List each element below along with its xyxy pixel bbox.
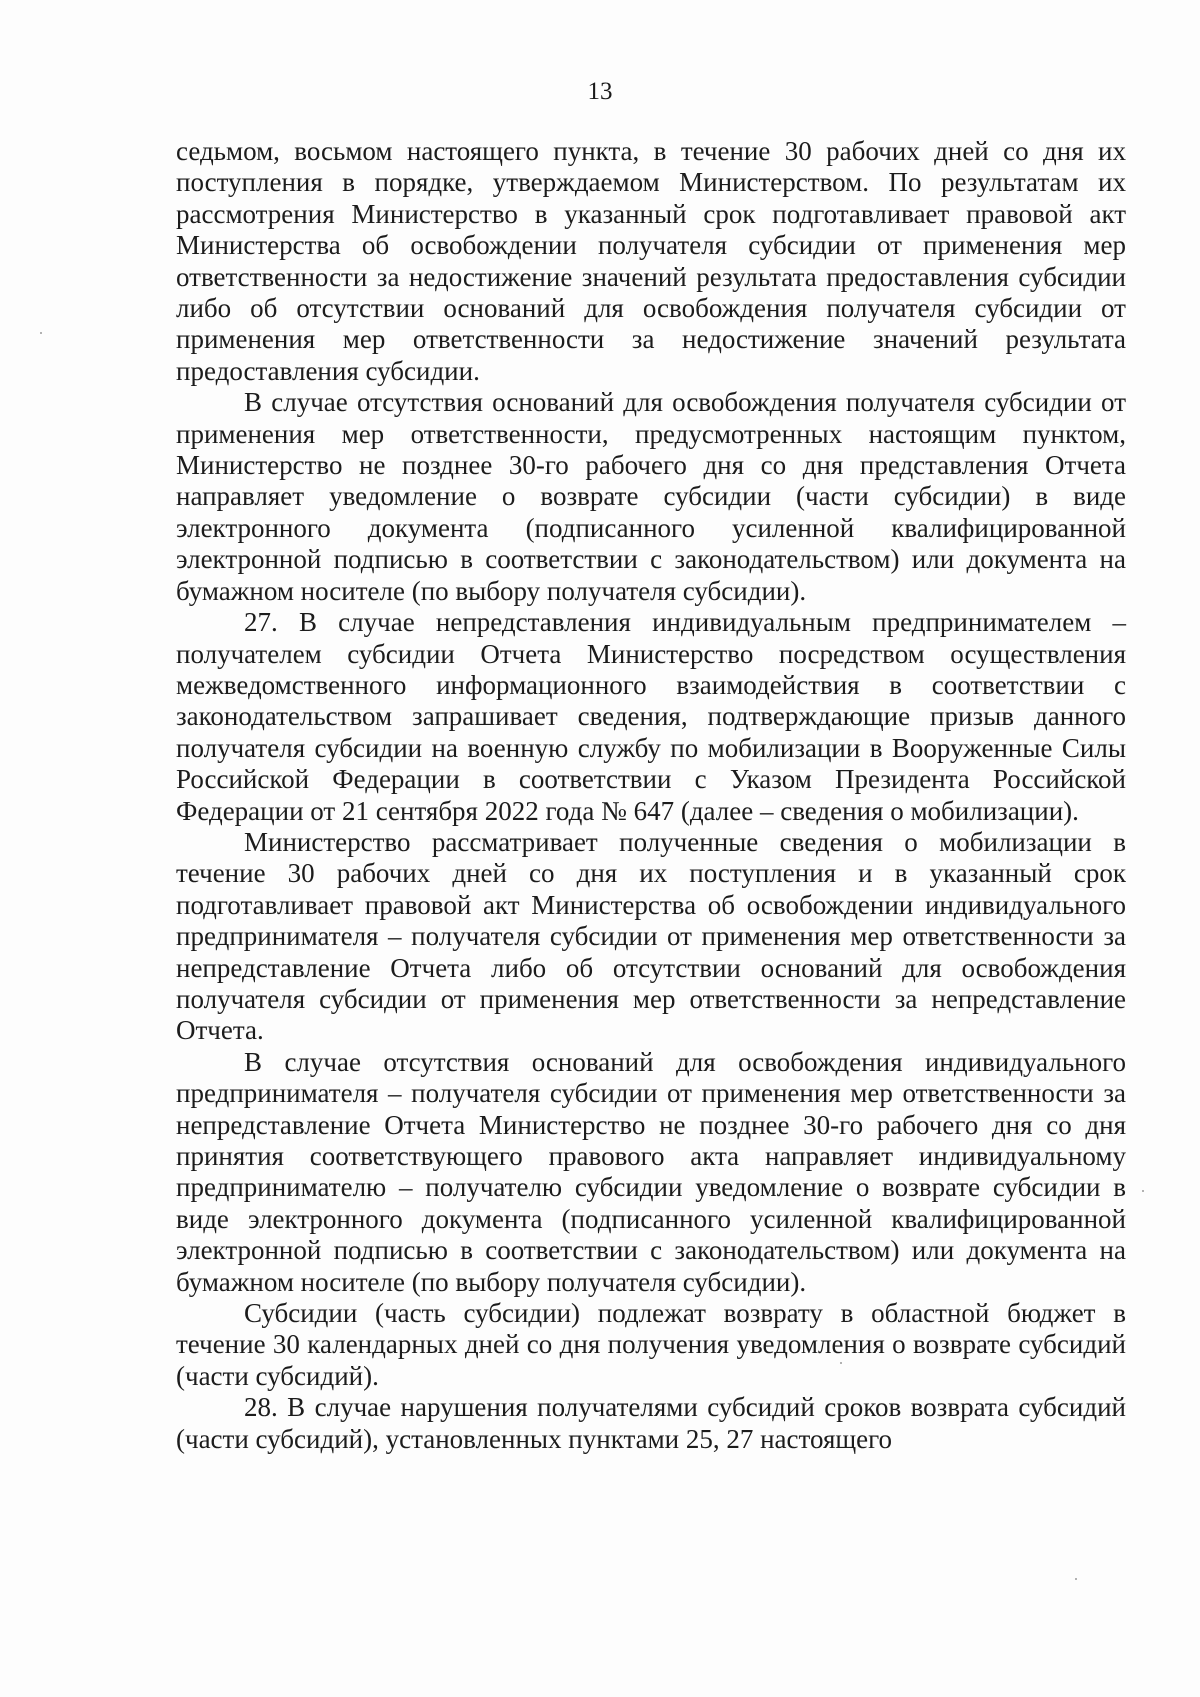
paragraph-continuation: седьмом, восьмом настоящего пункта, в течение 30 рабочих дней со дня их поступления в порядке, утверждаемом Министерством. По результатам их рассмотрения Министерство в указанный срок подготавливает правовой акт Министерства об освобождении получателя субсидии от применения мер ответственности за недостижение значений результата предоставления субсидии либо об отсутствии оснований для освобождения получателя субсидии от применения мер ответственности за недостижение значений результата предоставления субсидии. xyxy=(176,136,1126,386)
paragraph: Министерство рассматривает полученные сведения о мобилизации в течение 30 рабочих дней со дня их поступления и в указанный срок подготавливает правовой акт Министерства об освобождении индивидуального предпринимателя – получателя субсидии от применения мер ответственности за непредставление Отчета либо об отсутствии оснований для освобождения получателя субсидии от применения мер ответственности за непредставление Отчета. xyxy=(176,826,1126,1046)
scan-speck xyxy=(840,1362,842,1364)
paragraph-item-27: 27. В случае непредставления индивидуальным предпринимателем – получателем субсидии Отчета Министерство посредством осуществления межведомственного информационного взаимодействия в соответствии с законодательством запрашивает сведения, подтверждающие призыв данного получателя субсидии на военную службу по мобилизации в Вооруженные Силы Российской Федерации в соответствии с Указом Президента Российской Федерации от 21 сентября 2022 года № 647 (далее – сведения о мобилизации). xyxy=(176,607,1126,826)
paragraph: В случае отсутствия оснований для освобождения получателя субсидии от применения мер ответственности, предусмотренных настоящим пунктом, Министерство не позднее 30-го рабочего дня со дня представления Отчета направляет уведомление о возврате субсидии (части субсидии) в виде электронного документа (подписанного усиленной квалифицированной электронной подписью в соответствии с законодательством) или документа на бумажном носителе (по выбору получателя субсидии). xyxy=(176,387,1126,606)
scan-speck xyxy=(1075,1578,1077,1580)
paragraph: Субсидии (часть субсидии) подлежат возврату в областной бюджет в течение 30 календарных дней со дня получения уведомления о возврате субсидий (части субсидий). xyxy=(176,1298,1126,1391)
paragraph: В случае отсутствия оснований для освобождения индивидуального предпринимателя – получателя субсидии от применения мер ответственности за непредставление Отчета Министерство не позднее 30-го рабочего дня со дня принятия соответствующего правового акта направляет индивидуальному предпринимателю – получателю субсидии уведомление о возврате субсидии в виде электронного документа (подписанного усиленной квалифицированной электронной подписью в соответствии с законодательством) или документа на бумажном носителе (по выбору получателя субсидии). xyxy=(176,1046,1126,1297)
page-number: 13 xyxy=(587,78,613,105)
document-body xyxy=(176,136,1126,1455)
paragraph-item-28: 28. В случае нарушения получателями субсидий сроков возврата субсидий (части субсидий), установленных пунктами 25, 27 настоящего xyxy=(176,1392,1126,1454)
scan-speck xyxy=(1142,1190,1144,1192)
scan-speck xyxy=(40,332,42,334)
